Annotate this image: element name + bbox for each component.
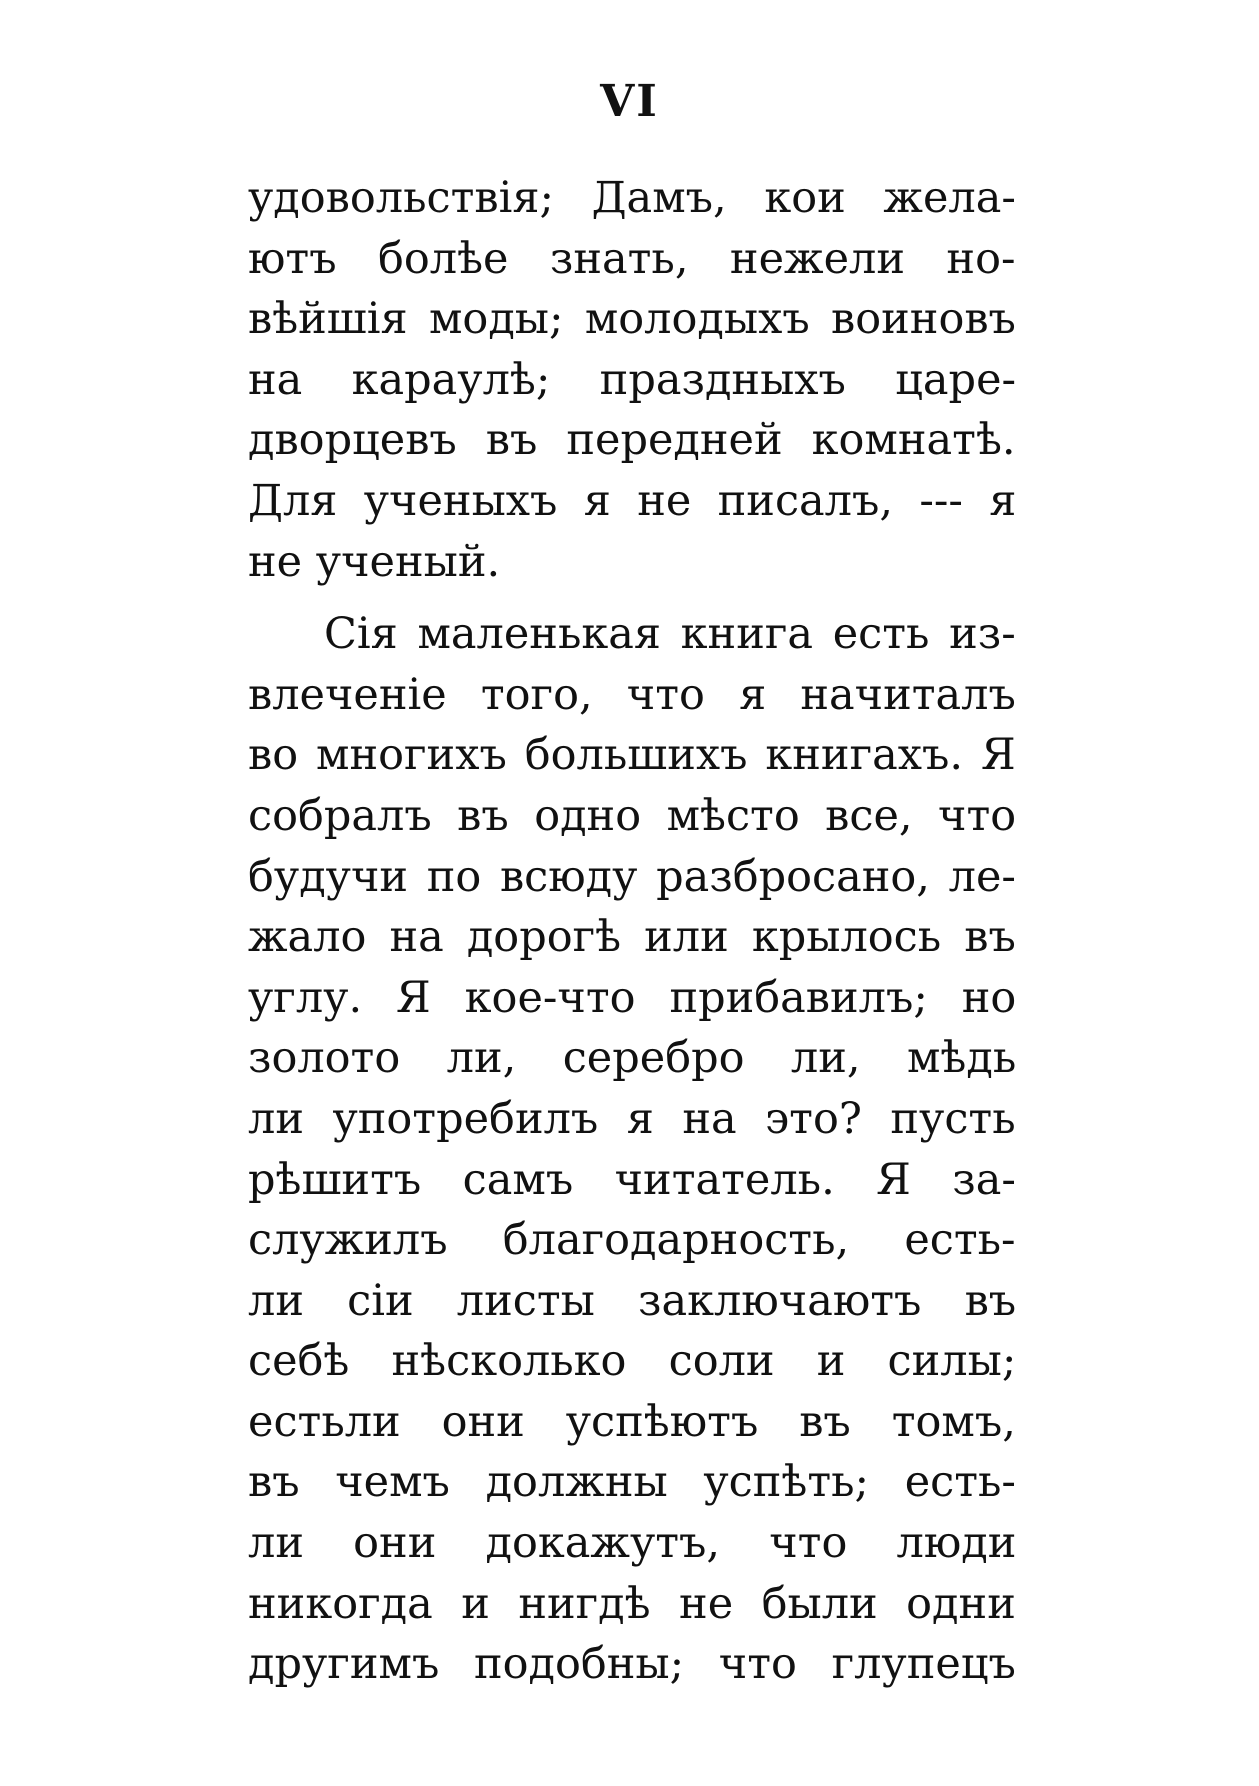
paragraph-1: [248, 168, 1016, 592]
text-line: собралъ въ одно мѣсто все, что: [248, 790, 1017, 841]
text-line: Для ученыхъ я не писалъ, --- я: [248, 475, 1017, 526]
paragraph-gap: [248, 592, 1016, 604]
text-line: другимъ подобны; что глупецъ: [248, 1639, 1016, 1690]
text-line: на караулѣ; праздныхъ царе-: [248, 354, 1017, 405]
text-line: золото ли, серебро ли, мѣдь: [248, 1033, 1017, 1084]
text-line: себѣ нѣсколько соли и силы;: [248, 1336, 1017, 1387]
text-line: ли они докажутъ, что люди: [248, 1518, 1017, 1569]
text-line: вѣйшія моды; молодыхъ воиновъ: [248, 294, 1016, 345]
text-line: ли употребилъ я на это? пусть: [248, 1093, 1016, 1144]
text-line: не ученый.: [248, 536, 501, 587]
text-line: во многихъ большихъ книгахъ. Я: [248, 730, 1016, 781]
text-line: будучи по всюду разбросано, ле-: [248, 851, 1016, 902]
text-line: жало на дорогѣ или крылось въ: [248, 912, 1016, 963]
text-line: ютъ болѣе знать, нежели но-: [248, 233, 1016, 284]
text-line: естьли они успѣютъ въ томъ,: [248, 1396, 1016, 1447]
text-line: служилъ благодарность, есть-: [248, 1215, 1016, 1266]
text-line: Сія маленькая книга есть из-: [324, 609, 1016, 660]
text-line: никогда и нигдѣ не были одни: [248, 1578, 1016, 1629]
text-line: углу. Я кое-что прибавилъ; но: [248, 972, 1017, 1023]
page-number: VI: [600, 76, 659, 127]
paragraph-2: [248, 604, 1016, 1695]
text-line: ли сіи листы заключаютъ въ: [248, 1275, 1017, 1326]
page-text: [248, 168, 1016, 1695]
text-line: влеченіе того, что я начиталъ: [248, 669, 1016, 720]
text-line: дворцевъ въ передней комнатѣ.: [248, 415, 1016, 466]
text-line: удовольствія; Дамъ, кои жела-: [248, 173, 1016, 223]
text-line: рѣшитъ самъ читатель. Я за-: [248, 1154, 1016, 1205]
text-line: въ чемъ должны успѣть; есть-: [248, 1457, 1016, 1508]
